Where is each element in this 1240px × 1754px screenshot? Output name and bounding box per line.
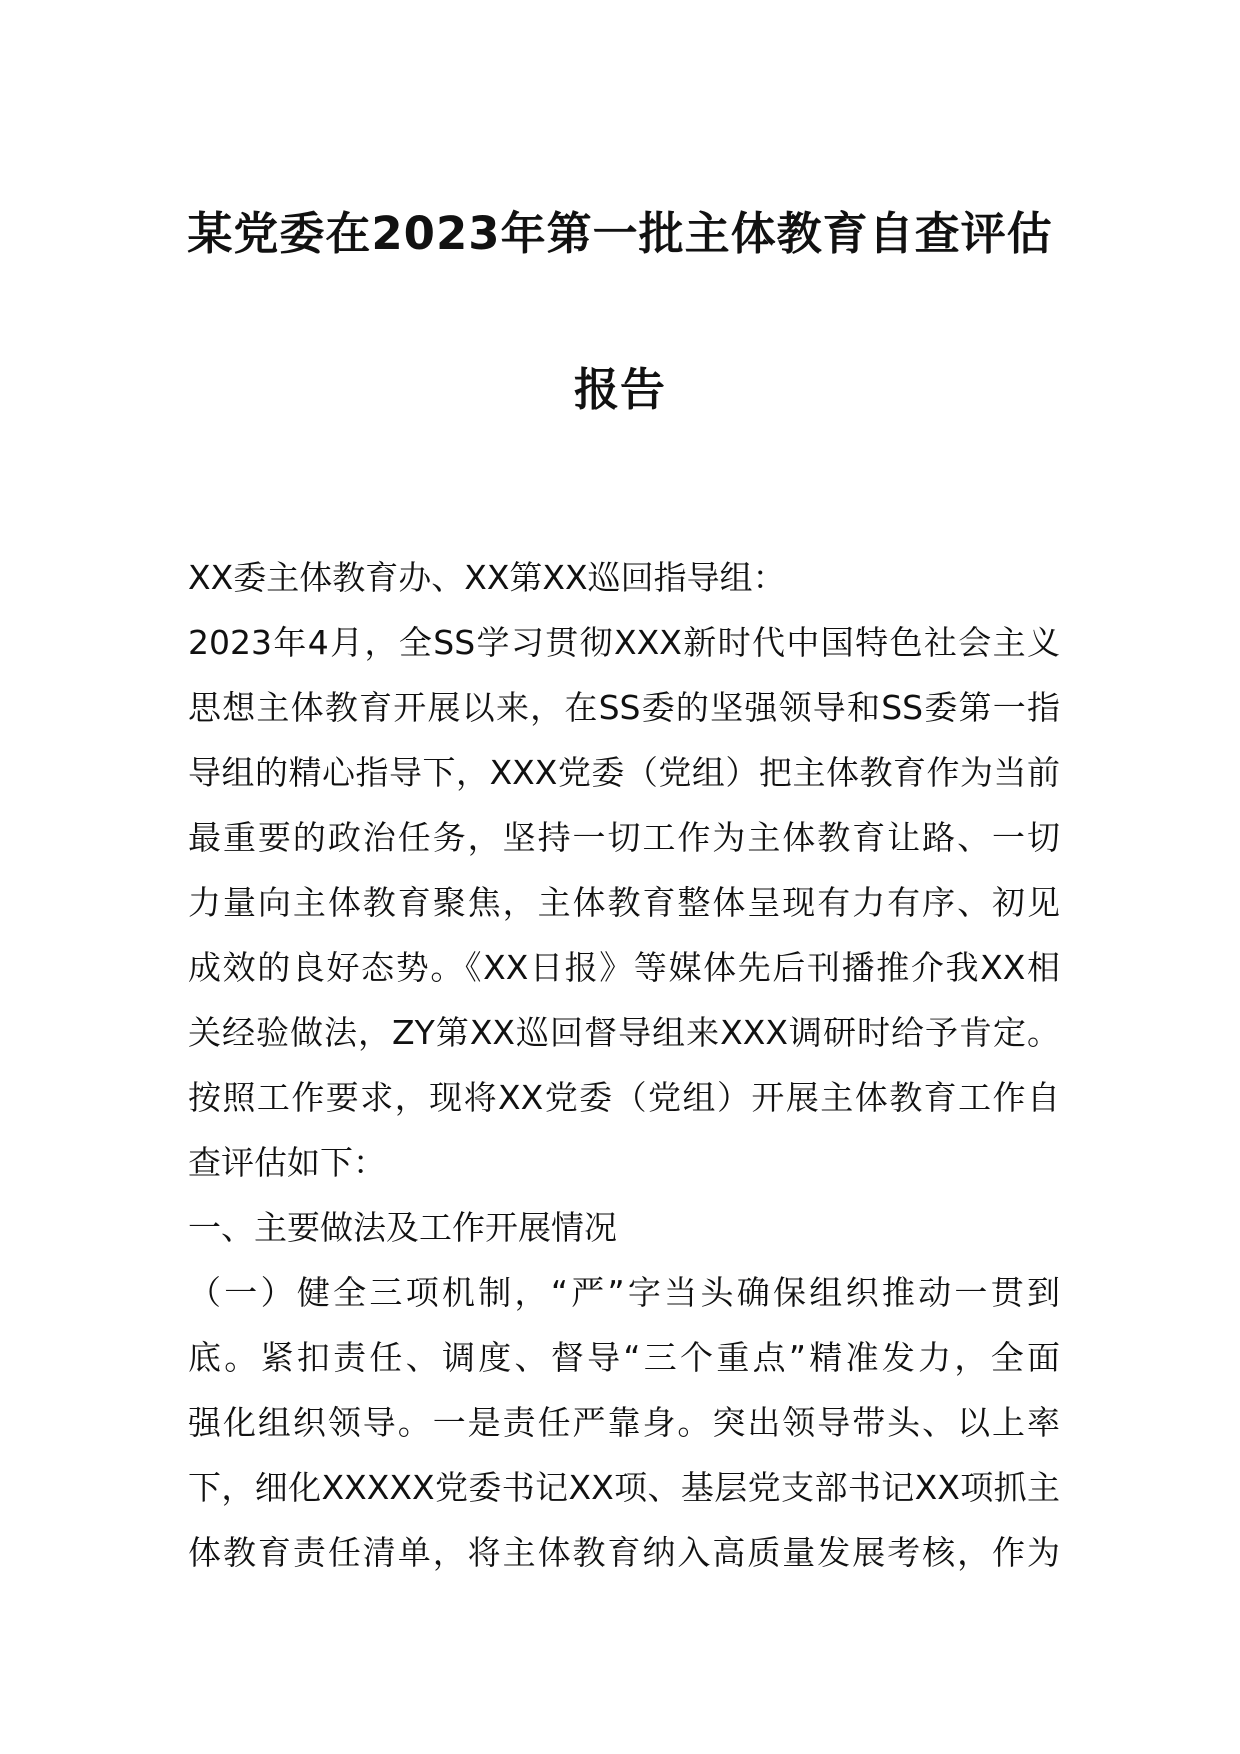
paragraph-line: 体教育责任清单，将主体教育纳入高质量发展考核，作为: [188, 1533, 1060, 1572]
paragraph-line: 思想主体教育开展以来，在SS委的坚强领导和SS委第一指: [188, 688, 1060, 727]
paragraph-line: （一）健全三项机制，“严”字当头确保组织推动一贯到: [188, 1273, 1060, 1312]
document-title-continued: 报告: [573, 363, 666, 416]
paragraph-line: 强化组织领导。一是责任严靠身。突出领导带头、以上率: [188, 1403, 1060, 1442]
paragraph-line: 导组的精心指导下，XXX党委（党组）把主体教育作为当前: [188, 753, 1060, 792]
paragraph-line: 关经验做法，ZY第XX巡回督导组来XXX调研时给予肯定。: [188, 1013, 1060, 1052]
paragraph-line: 按照工作要求，现将XX党委（党组）开展主体教育工作自: [188, 1078, 1060, 1117]
paragraph-line: 下，细化XXXXX党委书记XX项、基层党支部书记XX项抓主: [188, 1468, 1060, 1507]
section-heading: 一、主要做法及工作开展情况: [188, 1208, 617, 1247]
salutation-line: XX委主体教育办、XX第XX巡回指导组：: [188, 558, 786, 597]
paragraph-line: 成效的良好态势。《XX日报》等媒体先后刊播推介我XX相: [188, 948, 1060, 987]
document-body: [188, 545, 1060, 1585]
paragraph-line: 力量向主体教育聚焦，主体教育整体呈现有力有序、初见: [188, 883, 1060, 922]
document-title: 某党委在2023年第一批主体教育自查评估: [187, 207, 1053, 260]
paragraph-line: 最重要的政治任务，坚持一切工作为主体教育让路、一切: [188, 818, 1060, 857]
paragraph-line: 底。紧扣责任、调度、督导“三个重点”精准发力，全面: [188, 1338, 1060, 1377]
paragraph-line: 2023年4月，全SS学习贯彻XXX新时代中国特色社会主义: [188, 623, 1060, 662]
paragraph-line: 查评估如下：: [188, 1143, 386, 1182]
